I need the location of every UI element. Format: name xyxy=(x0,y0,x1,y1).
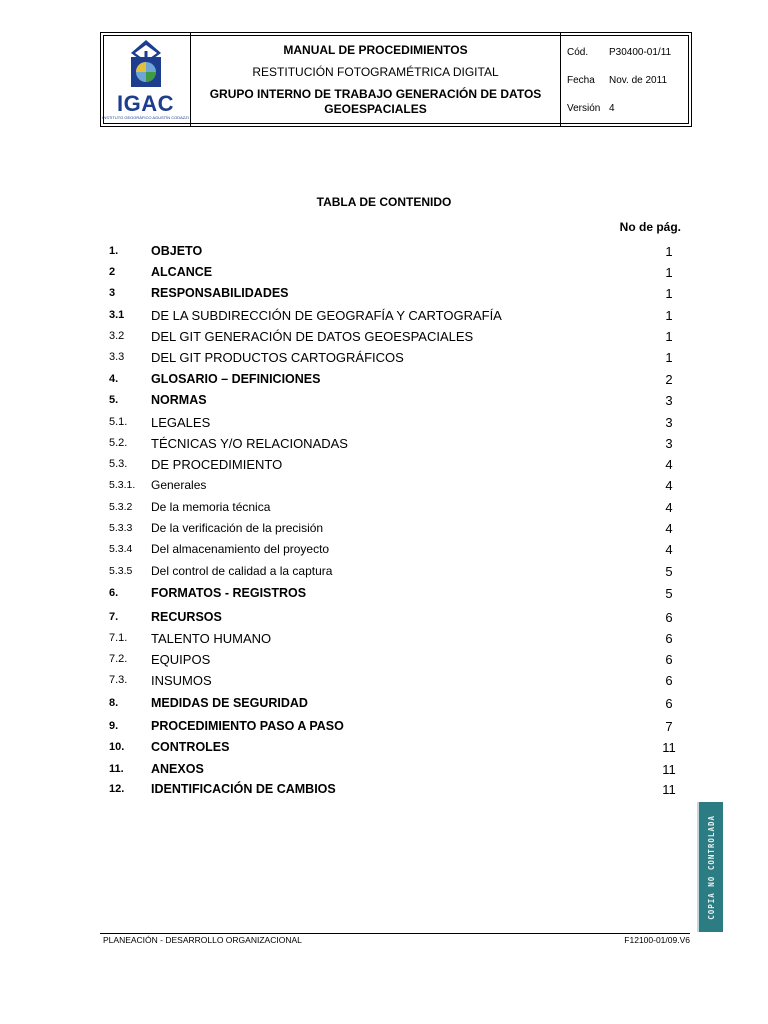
code-row xyxy=(567,47,691,58)
logo-subtitle: INSTITUTO GEOGRÁFICO AGUSTÍN CODAZZI xyxy=(102,115,189,120)
title-cell xyxy=(191,33,561,126)
toc-page: 11 xyxy=(662,781,676,797)
toc-number: 7.3. xyxy=(109,674,128,686)
toc-row xyxy=(109,326,689,346)
toc-page: 6 xyxy=(665,651,673,667)
toc-page: 4 xyxy=(665,520,673,536)
footer-department: PLANEACIÓN - DESARROLLO ORGANIZACIONAL xyxy=(103,935,302,945)
toc-row xyxy=(109,433,689,453)
document-header xyxy=(100,32,692,127)
toc-label: DE PROCEDIMIENTO xyxy=(151,456,283,472)
code-value: P30400-01/11 xyxy=(609,47,672,59)
toc-number: 7. xyxy=(109,611,119,623)
toc-row xyxy=(109,759,689,779)
toc-number: 7.1. xyxy=(109,632,128,644)
toc-number: 6. xyxy=(109,587,119,599)
meta-cell xyxy=(561,33,691,126)
toc-row xyxy=(109,561,689,581)
toc-number: 11. xyxy=(109,763,124,775)
toc-page: 3 xyxy=(665,435,673,451)
toc-page: 5 xyxy=(665,585,673,601)
toc-number: 3.3 xyxy=(109,351,125,363)
toc-page: 4 xyxy=(665,477,673,493)
manual-title: MANUAL DE PROCEDIMIENTOS xyxy=(283,42,468,57)
toc-label: DEL GIT PRODUCTOS CARTOGRÁFICOS xyxy=(151,349,404,365)
toc-page: 1 xyxy=(665,285,673,301)
toc-number: 3.2 xyxy=(109,330,125,342)
logo-wordmark: IGAC xyxy=(117,91,174,116)
toc-label: MEDIDAS DE SEGURIDAD xyxy=(151,696,308,710)
toc-row xyxy=(109,670,689,690)
toc-row xyxy=(109,454,689,474)
toc-number: 12. xyxy=(109,783,125,795)
footer-divider xyxy=(100,933,690,934)
toc-page: 11 xyxy=(662,739,676,755)
toc-number: 5. xyxy=(109,394,119,406)
toc-label: DEL GIT GENERACIÓN DE DATOS GEOESPACIALES xyxy=(151,328,474,344)
toc-row xyxy=(109,497,689,517)
toc-number: 5.3.3 xyxy=(109,522,133,534)
footer-form-code: F12100-01/09.V6 xyxy=(624,935,690,945)
toc-number: 2 xyxy=(109,266,116,278)
toc-label: FORMATOS - REGISTROS xyxy=(151,586,307,600)
toc-label: EQUIPOS xyxy=(151,651,211,667)
stamp-text: COPIA NO CONTROLADA xyxy=(706,814,716,920)
date-row xyxy=(567,75,691,86)
toc-label: RESPONSABILIDADES xyxy=(151,286,289,300)
toc-page: 1 xyxy=(665,349,673,365)
version-value: 4 xyxy=(609,102,615,114)
toc-label: DE LA SUBDIRECCIÓN DE GEOGRAFÍA Y CARTOGRAFÍA xyxy=(151,307,502,323)
toc-page: 6 xyxy=(665,672,673,688)
toc-page: 2 xyxy=(665,371,673,387)
toc-row xyxy=(109,693,689,713)
toc-label: De la memoria técnica xyxy=(151,500,271,514)
toc-page: 6 xyxy=(665,630,673,646)
toc-row xyxy=(109,649,689,669)
toc-label: Del control de calidad a la captura xyxy=(151,564,333,578)
version-label: Versión xyxy=(567,102,601,114)
toc-page: 4 xyxy=(665,541,673,557)
toc-number: 4. xyxy=(109,373,119,385)
manual-subtitle: RESTITUCIÓN FOTOGRAMÉTRICA DIGITAL xyxy=(252,64,499,79)
toc-row xyxy=(109,390,689,410)
toc-row xyxy=(109,607,689,627)
group-name: GRUPO INTERNO DE TRABAJO GENERACIÓN DE DATOS GEOESPACIALES xyxy=(209,86,542,116)
toc-row xyxy=(109,737,689,757)
toc-label: CONTROLES xyxy=(151,740,230,754)
toc-number: 1. xyxy=(109,245,119,257)
toc-number: 9. xyxy=(109,720,119,732)
toc-label: OBJETO xyxy=(151,244,203,258)
uncontrolled-copy-stamp xyxy=(697,802,723,932)
toc-page: 1 xyxy=(665,243,673,259)
toc-label: LEGALES xyxy=(151,414,211,430)
toc-number: 5.3.4 xyxy=(109,543,133,555)
toc-page: 1 xyxy=(665,328,673,344)
toc-page: 4 xyxy=(665,499,673,515)
toc-page: 7 xyxy=(665,718,673,734)
toc-page: 3 xyxy=(665,414,673,430)
toc-label: NORMAS xyxy=(151,393,207,407)
toc-number: 5.2. xyxy=(109,437,128,449)
toc-number: 7.2. xyxy=(109,653,128,665)
toc-row xyxy=(109,262,689,282)
toc-page: 5 xyxy=(665,563,673,579)
date-value: Nov. de 2011 xyxy=(609,74,668,86)
toc-label: TALENTO HUMANO xyxy=(151,630,272,646)
toc-row xyxy=(109,518,689,538)
toc-number: 5.3. xyxy=(109,458,128,470)
toc-row xyxy=(109,779,689,799)
toc-number: 5.3.5 xyxy=(109,565,133,577)
toc-label: RECURSOS xyxy=(151,610,222,624)
version-row xyxy=(567,103,691,114)
toc-page: 11 xyxy=(662,761,676,777)
toc-label: IDENTIFICACIÓN DE CAMBIOS xyxy=(151,782,336,796)
toc-label: PROCEDIMIENTO PASO A PASO xyxy=(151,719,344,733)
toc-number: 5.3.1. xyxy=(109,479,136,491)
toc-label: ANEXOS xyxy=(151,762,204,776)
toc-row xyxy=(109,283,689,303)
toc-number: 5.3.2 xyxy=(109,501,133,513)
date-label: Fecha xyxy=(567,74,595,86)
toc-row xyxy=(109,241,689,261)
toc-page: 6 xyxy=(665,609,673,625)
toc-title: TABLA DE CONTENIDO xyxy=(316,195,452,209)
code-label: Cód. xyxy=(567,47,589,59)
toc-page: 3 xyxy=(665,392,673,408)
igac-logo-icon xyxy=(118,39,174,95)
toc-page: 1 xyxy=(665,307,673,323)
toc-row xyxy=(109,716,689,736)
toc-row xyxy=(109,539,689,559)
toc-label: ALCANCE xyxy=(151,265,213,279)
toc-label: TÉCNICAS Y/O RELACIONADAS xyxy=(151,435,348,451)
toc-page: 1 xyxy=(665,264,673,280)
toc-label: Del almacenamiento del proyecto xyxy=(151,542,330,556)
toc-number: 8. xyxy=(109,697,119,709)
toc-label: Generales xyxy=(151,478,207,492)
toc-row xyxy=(109,347,689,367)
toc-number: 5.1. xyxy=(109,416,128,428)
toc-number: 3 xyxy=(109,287,116,299)
toc-row xyxy=(109,628,689,648)
toc-number: 10. xyxy=(109,741,125,753)
toc-label: GLOSARIO – DEFINICIONES xyxy=(151,372,321,386)
toc-page: 4 xyxy=(665,456,673,472)
toc-row xyxy=(109,369,689,389)
toc-row xyxy=(109,305,689,325)
logo-cell xyxy=(101,33,191,126)
toc-row xyxy=(109,475,689,495)
toc-label: INSUMOS xyxy=(151,672,212,688)
toc-page: 6 xyxy=(665,695,673,711)
toc-number: 3.1 xyxy=(109,309,125,321)
toc-row xyxy=(109,583,689,603)
page-column-header: No de pág. xyxy=(619,220,681,234)
toc-label: De la verificación de la precisión xyxy=(151,521,324,535)
toc-row xyxy=(109,412,689,432)
